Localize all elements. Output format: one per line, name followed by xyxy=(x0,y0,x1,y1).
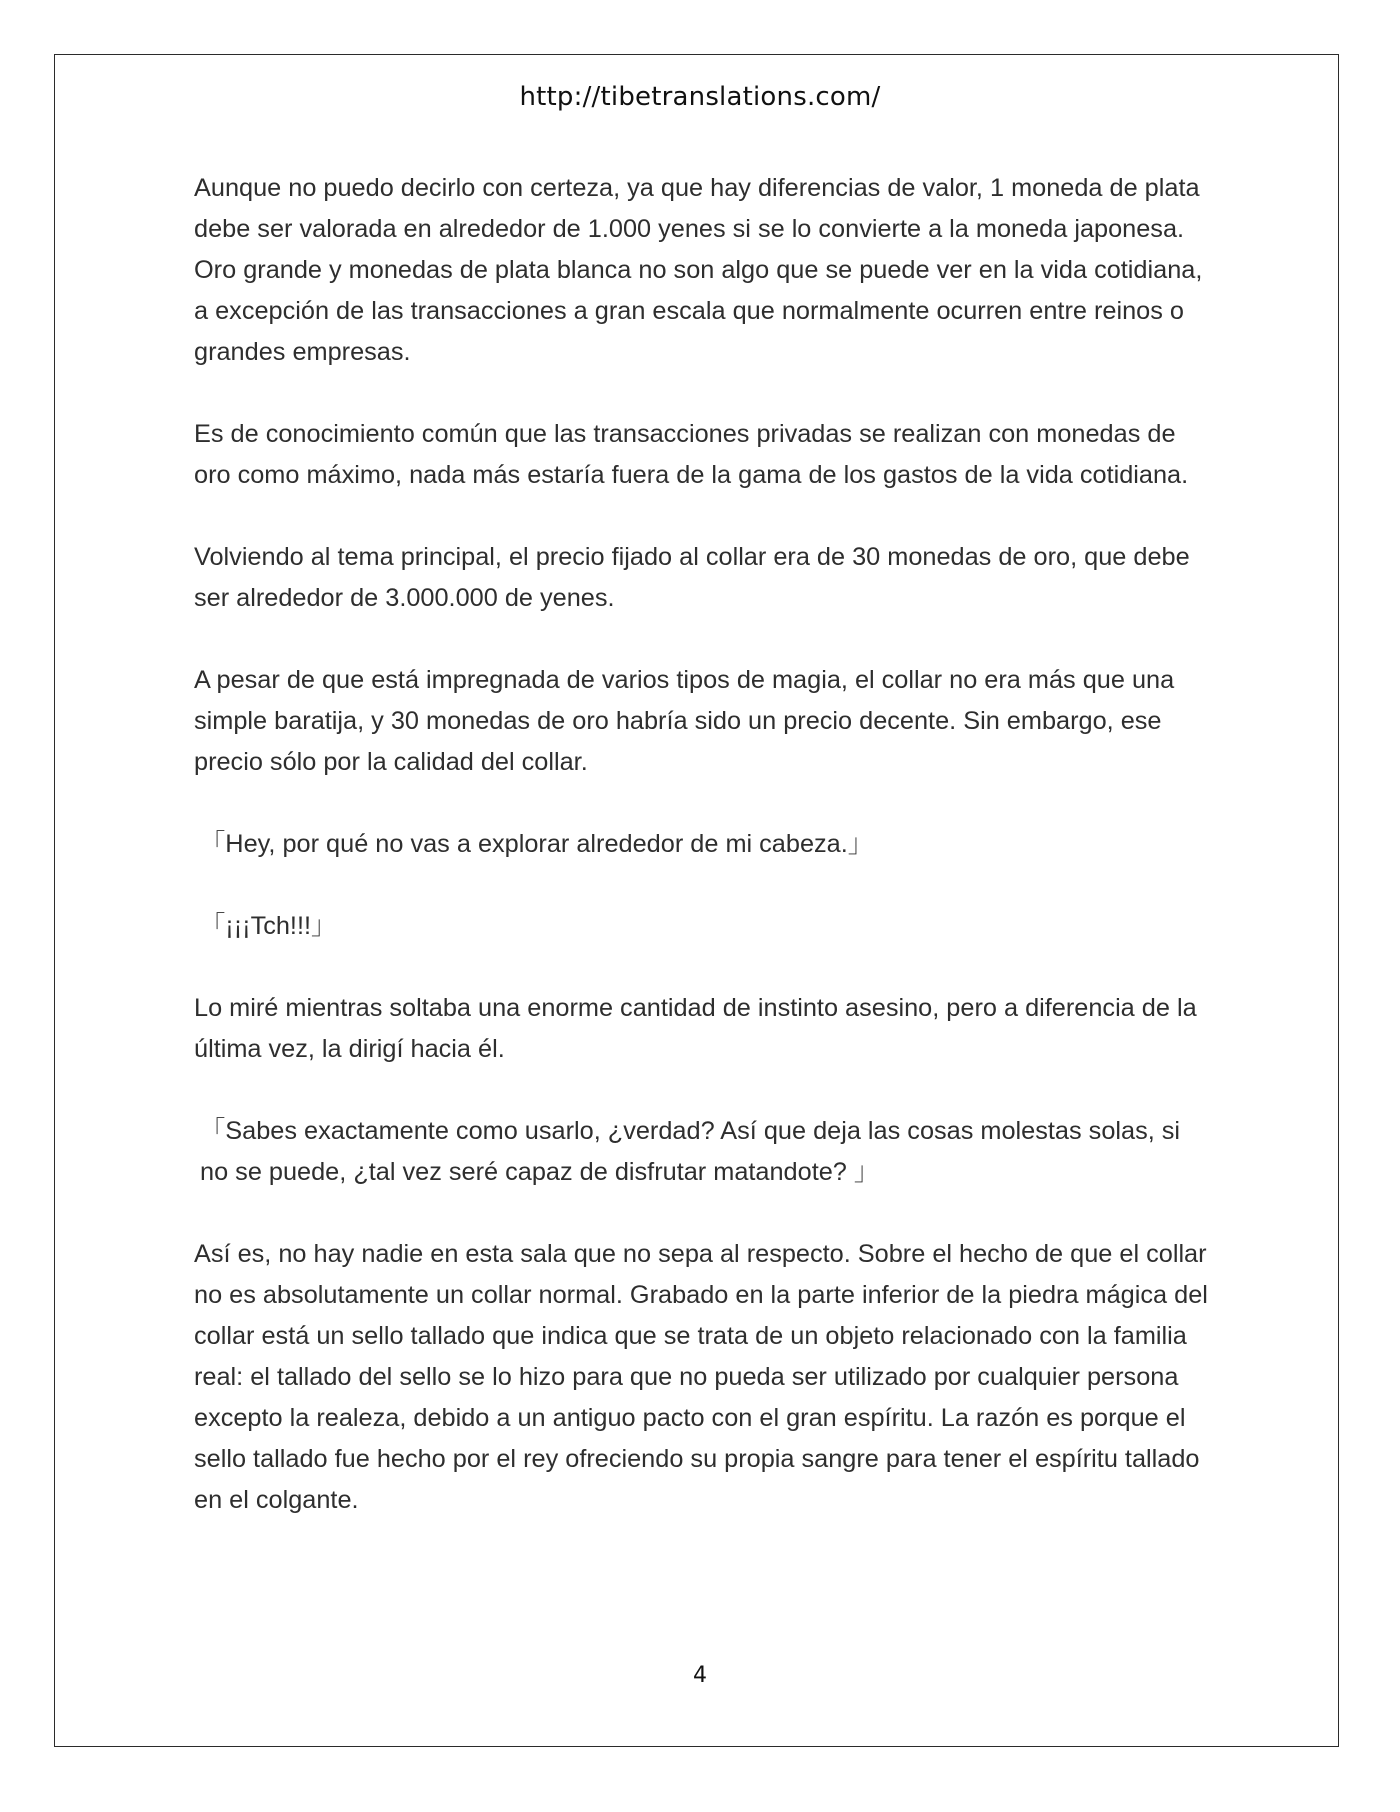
page-number: 4 xyxy=(693,1663,707,1688)
paragraph: A pesar de que está impregnada de varios tipos de magia, el collar no era más que una simple baratija, y 30 monedas de oro habría sido un precio decente. Sin embargo, ese precio sólo por la calidad del collar. xyxy=(194,666,1175,776)
header-url: http://tibetranslations.com/ xyxy=(519,82,881,112)
dialogue-line: 「¡¡¡Tch!!!」 xyxy=(200,912,337,940)
paragraph: Volviendo al tema principal, el precio fijado al collar era de 30 monedas de oro, que debe ser alrededor de 3.000.000 de yenes. xyxy=(194,543,1190,612)
document-body xyxy=(194,168,1214,1562)
paragraph: Lo miré mientras soltaba una enorme cantidad de instinto asesino, pero a diferencia de la última vez, la dirigí hacia él. xyxy=(194,994,1197,1063)
dialogue-line: 「Sabes exactamente como usarlo, ¿verdad? Así que deja las cosas molestas solas, si no se puede, ¿tal vez seré capaz de disfrutar matandote? 」 xyxy=(200,1117,1181,1186)
paragraph: Aunque no puedo decirlo con certeza, ya que hay diferencias de valor, 1 moneda de plata debe ser valorada en alrededor de 1.000 yenes si se lo convierte a la moneda japonesa. Oro grande y monedas de plata blanca no son algo que se puede ver en la vida cotidiana, a excepción de las transacciones a gran escala que normalmente ocurren entre reinos o grandes empresas. xyxy=(194,174,1203,366)
paragraph: Así es, no hay nadie en esta sala que no sepa al respecto. Sobre el hecho de que el collar no es absolutamente un collar normal. Grabado en la parte inferior de la piedra mágica del collar está un sello tallado que indica que se trata de un objeto relacionado con la familia real: el tallado del sello se lo hizo para que no pueda ser utilizado por cualquier persona excepto la realeza, debido a un antiguo pacto con el gran espíritu. La razón es porque el sello tallado fue hecho por el rey ofreciendo su propia sangre para tener el espíritu tallado en el colgante. xyxy=(194,1240,1208,1514)
paragraph: Es de conocimiento común que las transacciones privadas se realizan con monedas de oro como máximo, nada más estaría fuera de la gama de los gastos de la vida cotidiana. xyxy=(194,420,1189,489)
dialogue-line: 「Hey, por qué no vas a explorar alrededor de mi cabeza.」 xyxy=(200,830,874,858)
